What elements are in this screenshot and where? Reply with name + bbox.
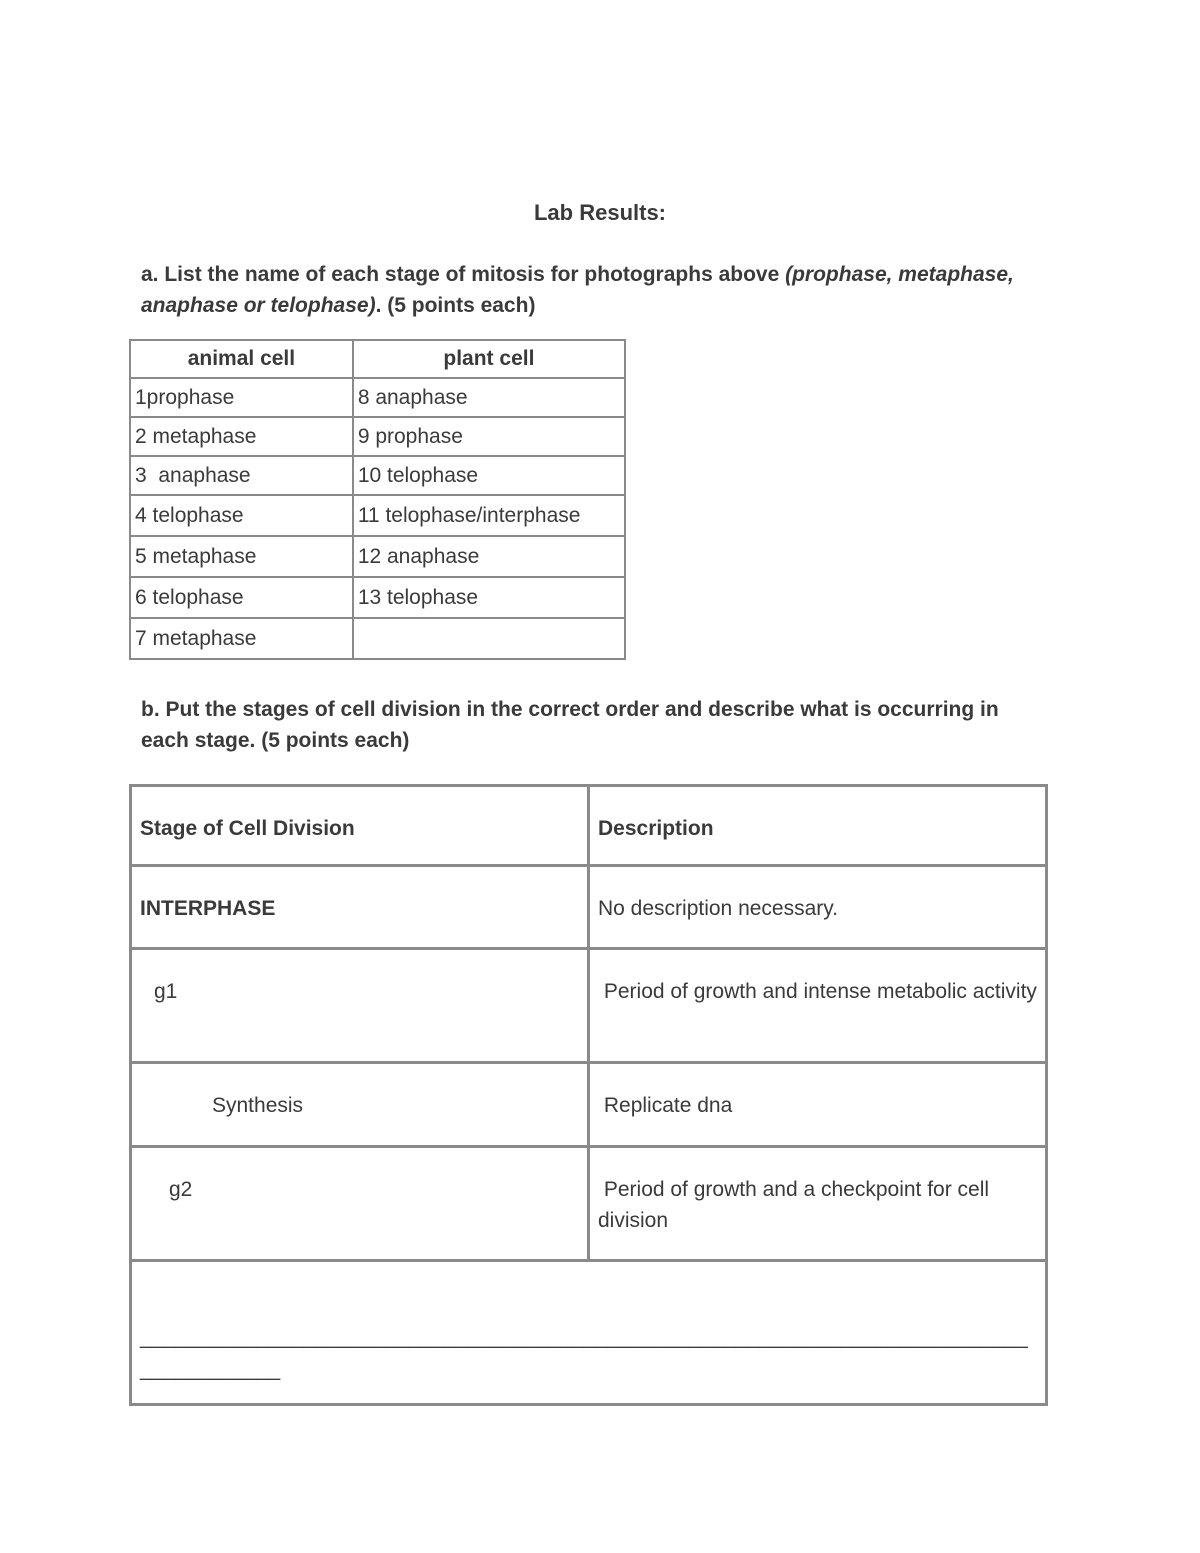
table-row [131, 949, 1047, 1063]
stage-synthesis: Synthesis [131, 1063, 589, 1147]
table-header-row [130, 340, 625, 378]
table-header-row [131, 786, 1047, 866]
question-a-prefix: a. List the name of each stage of mitosis for photographs above [141, 263, 786, 286]
table-row [131, 1261, 1047, 1405]
answer-blank-line: ________________________________________________________________________________________ [140, 1326, 1028, 1381]
header-plant-cell: plant cell [353, 340, 625, 378]
animal-cell-7: 7 metaphase [130, 618, 353, 659]
table-row [131, 1147, 1047, 1261]
question-b: b. Put the stages of cell division in the correct order and describe what is occurring in each stage. (5 points each) [141, 698, 999, 752]
animal-cell-6: 6 telophase [130, 577, 353, 618]
question-a [141, 259, 1041, 321]
header-stage: Stage of Cell Division [131, 786, 589, 866]
animal-cell-4: 4 telophase [130, 495, 353, 536]
plant-cell-12: 12 anaphase [353, 536, 625, 577]
animal-cell-3: 3 anaphase [130, 456, 353, 495]
header-animal-cell: animal cell [130, 340, 353, 378]
animal-cell-1: 1prophase [130, 378, 353, 417]
description-synthesis: Replicate dna [589, 1063, 1047, 1147]
stage-interphase: INTERPHASE [131, 866, 589, 949]
plant-cell-13: 13 telophase [353, 577, 625, 618]
question-a-italic: (prophase, metaphase, anaphase or telophase) [141, 263, 1014, 317]
plant-cell-8: 8 anaphase [353, 378, 625, 417]
table-row [131, 866, 1047, 949]
header-description: Description [589, 786, 1047, 866]
table-row [130, 417, 625, 456]
table-row [130, 456, 625, 495]
table-row [130, 495, 625, 536]
answer-blank-cell [131, 1261, 1047, 1405]
plant-cell-10: 10 telophase [353, 456, 625, 495]
cell-division-table [129, 784, 1048, 1406]
animal-cell-5: 5 metaphase [130, 536, 353, 577]
table-row [130, 577, 625, 618]
animal-cell-2: 2 metaphase [130, 417, 353, 456]
question-a-suffix: . (5 points each) [375, 294, 536, 317]
table-row [130, 536, 625, 577]
stage-g2: g2 [131, 1147, 589, 1261]
plant-cell-9: 9 prophase [353, 417, 625, 456]
table-row [130, 378, 625, 417]
mitosis-stage-table [129, 339, 626, 660]
plant-cell-empty [353, 618, 625, 659]
table-row [130, 618, 625, 659]
description-g2: Period of growth and a checkpoint for cell division [589, 1147, 1047, 1261]
table-row [131, 1063, 1047, 1147]
plant-cell-11: 11 telophase/interphase [353, 495, 625, 536]
description-g1: Period of growth and intense metabolic activity [589, 949, 1047, 1063]
stage-g1: g1 [131, 949, 589, 1063]
page-title: Lab Results: [533, 200, 667, 225]
description-interphase: No description necessary. [589, 866, 1047, 949]
